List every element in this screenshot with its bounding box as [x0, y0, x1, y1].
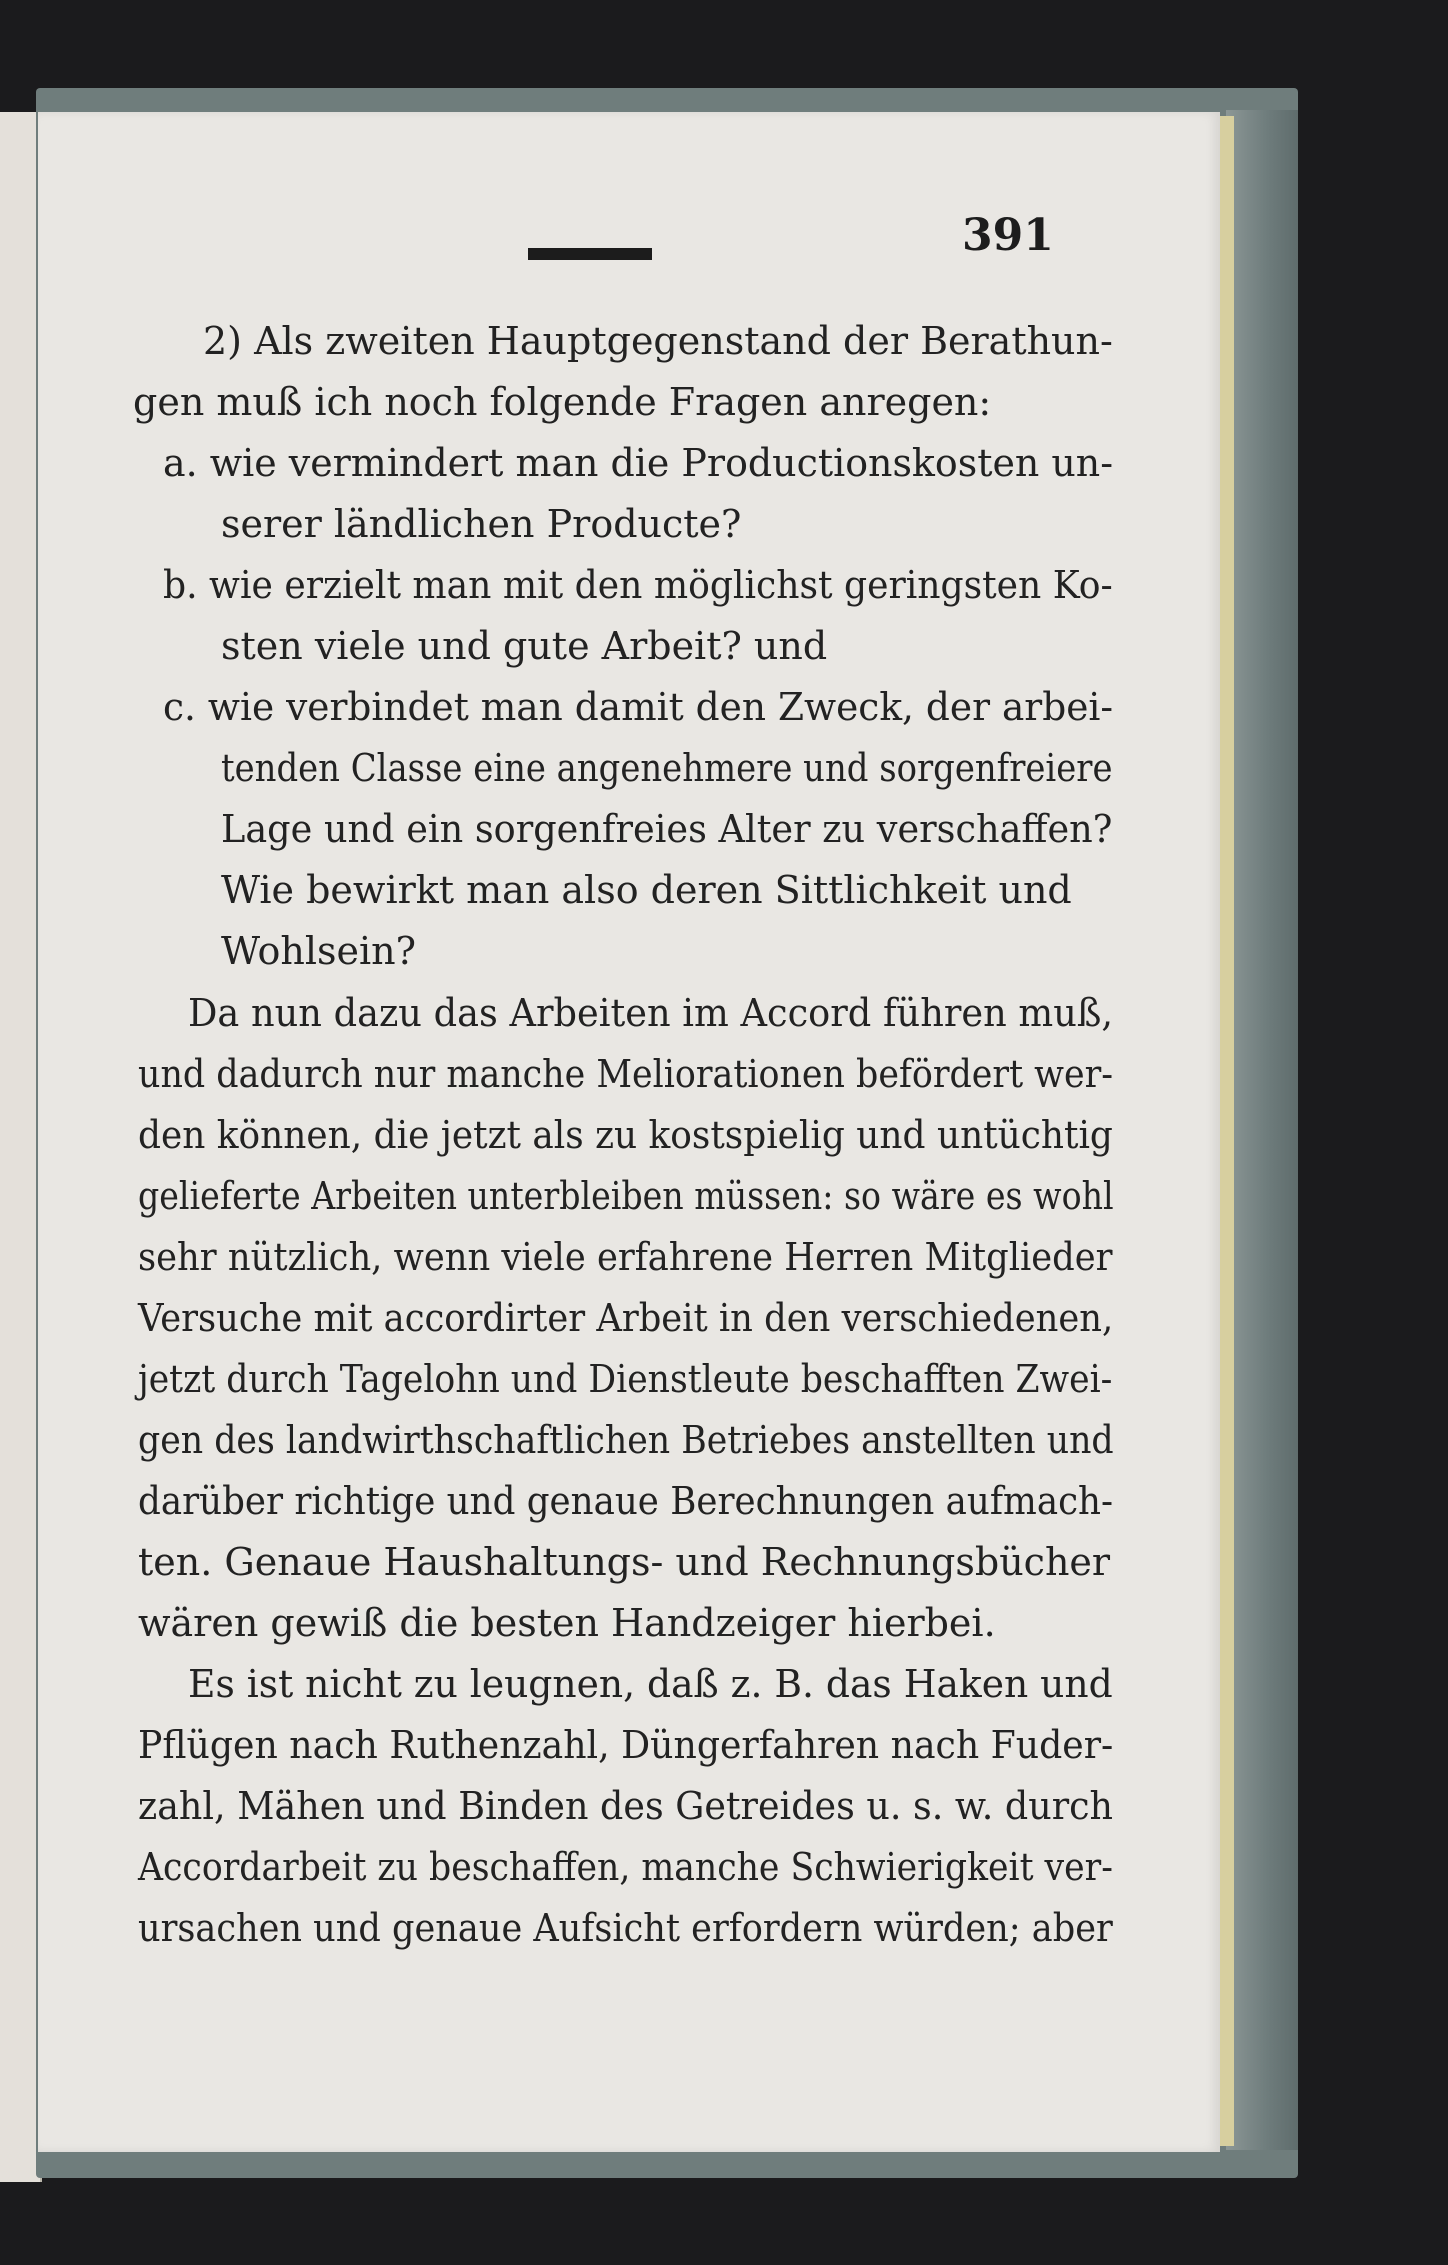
text-line: 2) Als zweiten Hauptgegenstand der Berathun-: [203, 319, 1113, 363]
text-line: Pflügen nach Ruthenzahl, Düngerfahren nach Fuder-: [138, 1723, 1114, 1767]
text-line: gen muß ich noch folgende Fragen anregen:: [133, 380, 992, 424]
cover-spine-edge: [1226, 110, 1298, 2150]
text-line: ten. Genaue Haushaltungs- und Rechnungsbücher: [138, 1540, 1111, 1584]
text-line: darüber richtige und genaue Berechnungen aufmach-: [138, 1479, 1114, 1523]
text-line: gelieferte Arbeiten unterbleiben müssen: so wäre es wohl: [138, 1174, 1114, 1218]
text-line: tenden Classe eine angenehmere und sorgenfreiere: [221, 746, 1113, 790]
text-line: Accordarbeit zu beschaffen, manche Schwierigkeit ver-: [138, 1845, 1113, 1889]
text-line: sten viele und gute Arbeit? und: [221, 624, 828, 668]
text-line: Versuche mit accordirter Arbeit in den verschiedenen,: [138, 1296, 1114, 1340]
text-line: Lage und ein sorgenfreies Alter zu verschaffen?: [221, 807, 1113, 851]
book-page: [38, 112, 1220, 2152]
text-line: den können, die jetzt als zu kostspielig und untüchtig: [138, 1113, 1113, 1157]
text-line: Es ist nicht zu leugnen, daß z. B. das Haken und: [188, 1662, 1113, 1706]
text-line: c. wie verbindet man damit den Zweck, der arbei-: [163, 685, 1114, 729]
text-line: ursachen und genaue Aufsicht erfordern würden; aber: [138, 1906, 1113, 1950]
text-line: zahl, Mähen und Binden des Getreides u. s. w. durch: [138, 1784, 1114, 1828]
text-line: serer ländlichen Producte?: [221, 502, 742, 546]
text-line: Da nun dazu das Arbeiten im Accord führen muß,: [188, 991, 1114, 1035]
page-number: 391: [962, 210, 1054, 261]
text-line: wären gewiß die besten Handzeiger hierbei.: [138, 1601, 996, 1645]
text-line: Wohlsein?: [221, 929, 416, 973]
text-line: und dadurch nur manche Meliorationen befördert wer-: [138, 1052, 1114, 1096]
text-line: b. wie erzielt man mit den möglichst geringsten Ko-: [163, 563, 1113, 607]
header-rule: [528, 248, 652, 260]
text-line: gen des landwirthschaftlichen Betriebes anstellten und: [138, 1418, 1114, 1462]
text-line: a. wie vermindert man die Productionskosten un-: [163, 441, 1114, 485]
text-line: Wie bewirkt man also deren Sittlichkeit und: [221, 868, 1072, 912]
text-line: jetzt durch Tagelohn und Dienstleute beschafften Zwei-: [138, 1357, 1113, 1401]
text-line: sehr nützlich, wenn viele erfahrene Herren Mitglieder: [138, 1235, 1113, 1279]
